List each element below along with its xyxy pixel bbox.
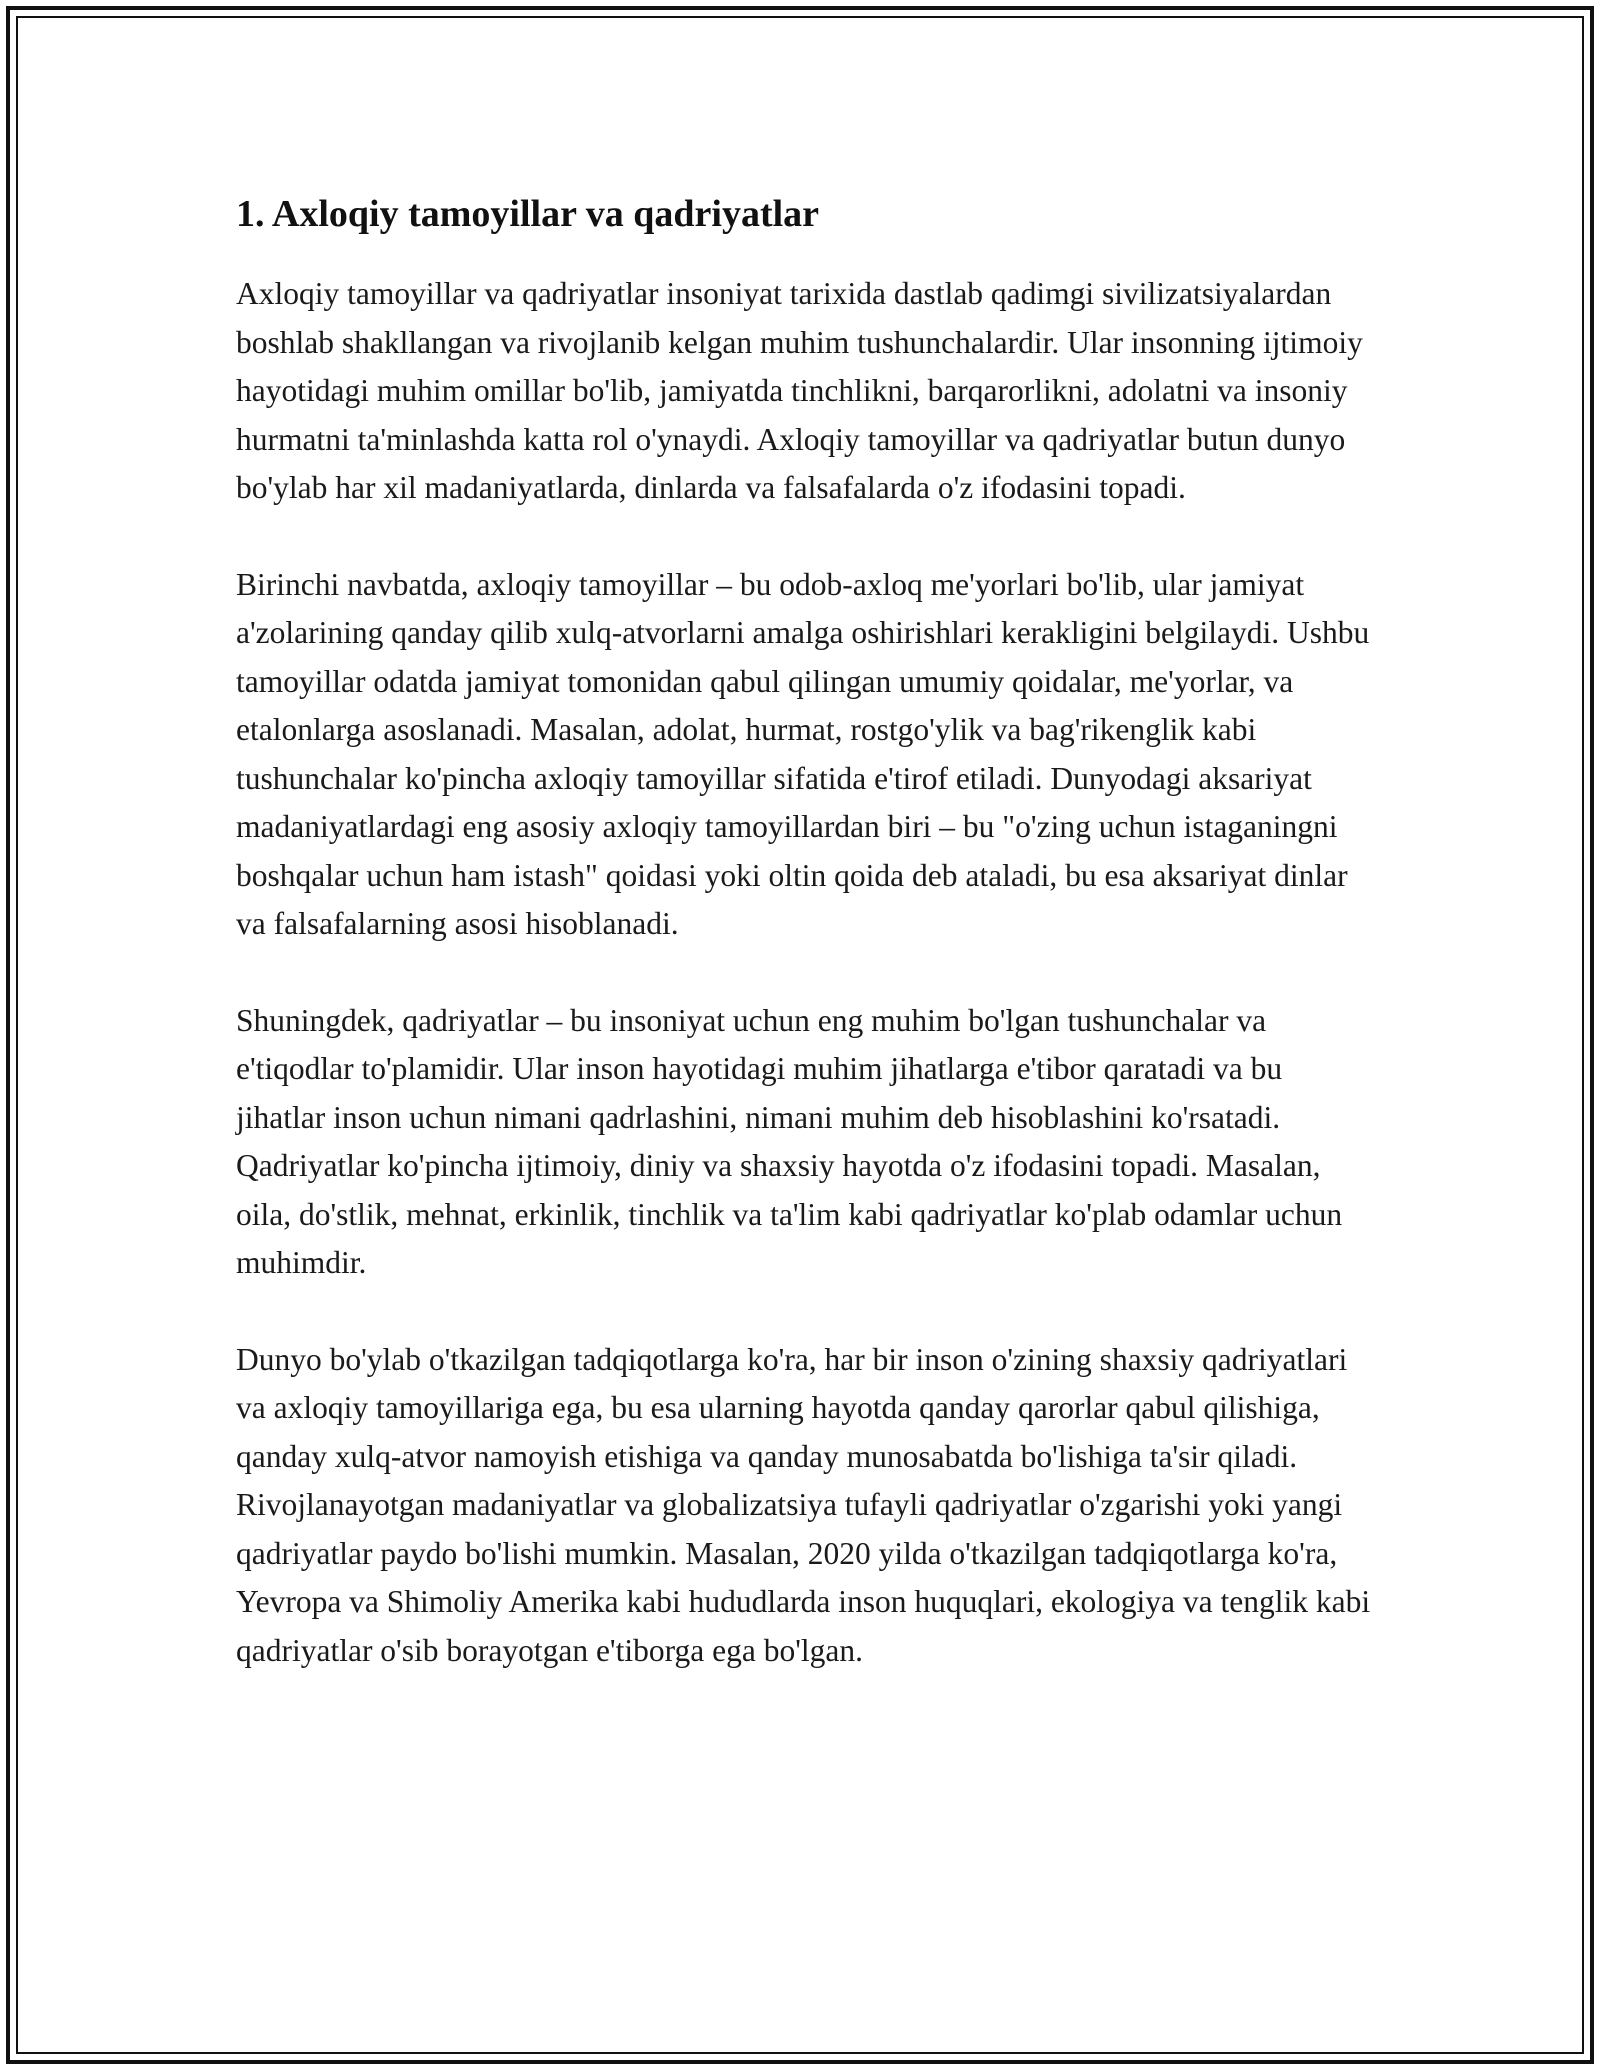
paragraph-3: Shuningdek, qadriyatlar – bu insoniyat uchun eng muhim bo'lgan tushunchalar va e'tiqodlar to'plamidir. Ular inson hayotidagi muhim jihatlarga e'tibor qaratadi va bu jihatlar inson uchun nimani qadrlashini, nimani muhim deb hisoblashini ko'rsatadi. Qadriyatlar ko'pincha ijtimoiy, diniy va shaxsiy hayotda o'z ifodasini topadi. Masalan, oila, do'stlik, mehnat, erkinlik, tinchlik va ta'lim kabi qadriyatlar ko'plab odamlar uchun muhimdir. bbox=[236, 1002, 1343, 1280]
section-heading: 1. Axloqiy tamoyillar va qadriyatlar bbox=[236, 193, 820, 235]
paragraph-4: Dunyo bo'ylab o'tkazilgan tadqiqotlarga ko'ra, har bir inson o'zining shaxsiy qadriyatlari va axloqiy tamoyillariga ega, bu esa ularning hayotda qanday qarorlar qabul qilishiga, qanday xulq-atvor namoyish etishiga va qanday munosabatda bo'lishiga ta'sir qiladi. Rivojlanayotgan madaniyatlar va globalizatsiya tufayli qadriyatlar o'zgarishi yoki yangi qadriyatlar paydo bo'lishi mumkin. Masalan, 2020 yilda o'tkazilgan tadqiqotlarga ko'ra, Yevropa va Shimoliy Amerika kabi hududlarda inson huquqlari, ekologiya va tenglik kabi qadriyatlar o'sib borayotgan e'tiborga ega bo'lgan. bbox=[236, 1341, 1371, 1668]
document-body bbox=[236, 186, 1376, 1723]
paragraph-1: Axloqiy tamoyillar va qadriyatlar insoniyat tarixida dastlab qadimgi sivilizatsiyalardan boshlab shakllangan va rivojlanib kelgan muhim tushunchalardir. Ular insonning ijtimoiy hayotidagi muhim omillar bo'lib, jamiyatda tinchlikni, barqarorlikni, adolatni va insoniy hurmatni ta'minlashda katta rol o'ynaydi. Axloqiy tamoyillar va qadriyatlar butun dunyo bo'ylab har xil madaniyatlarda, dinlarda va falsafalarda o'z ifodasini topadi. bbox=[236, 276, 1363, 505]
paragraph-2: Birinchi navbatda, axloqiy tamoyillar – bu odob-axloq me'yorlari bo'lib, ular jamiyat a'zolarining qanday qilib xulq-atvorlarni amalga oshirishlari kerakligini belgilaydi. Ushbu tamoyillar odatda jamiyat tomonidan qabul qilingan umumiy qoidalar, me'yorlar, va etalonlarga asoslanadi. Masalan, adolat, hurmat, rostgo'ylik va bag'rikenglik kabi tushunchalar ko'pincha axloqiy tamoyillar sifatida e'tirof etiladi. Dunyodagi aksariyat madaniyatlardagi eng asosiy axloqiy tamoyillardan biri – bu "o'zing uchun istaganingni boshqalar uchun ham istash" qoidasi yoki oltin qoida deb ataladi, bu esa aksariyat dinlar va falsafalarning asosi hisoblanadi. bbox=[236, 566, 1370, 941]
